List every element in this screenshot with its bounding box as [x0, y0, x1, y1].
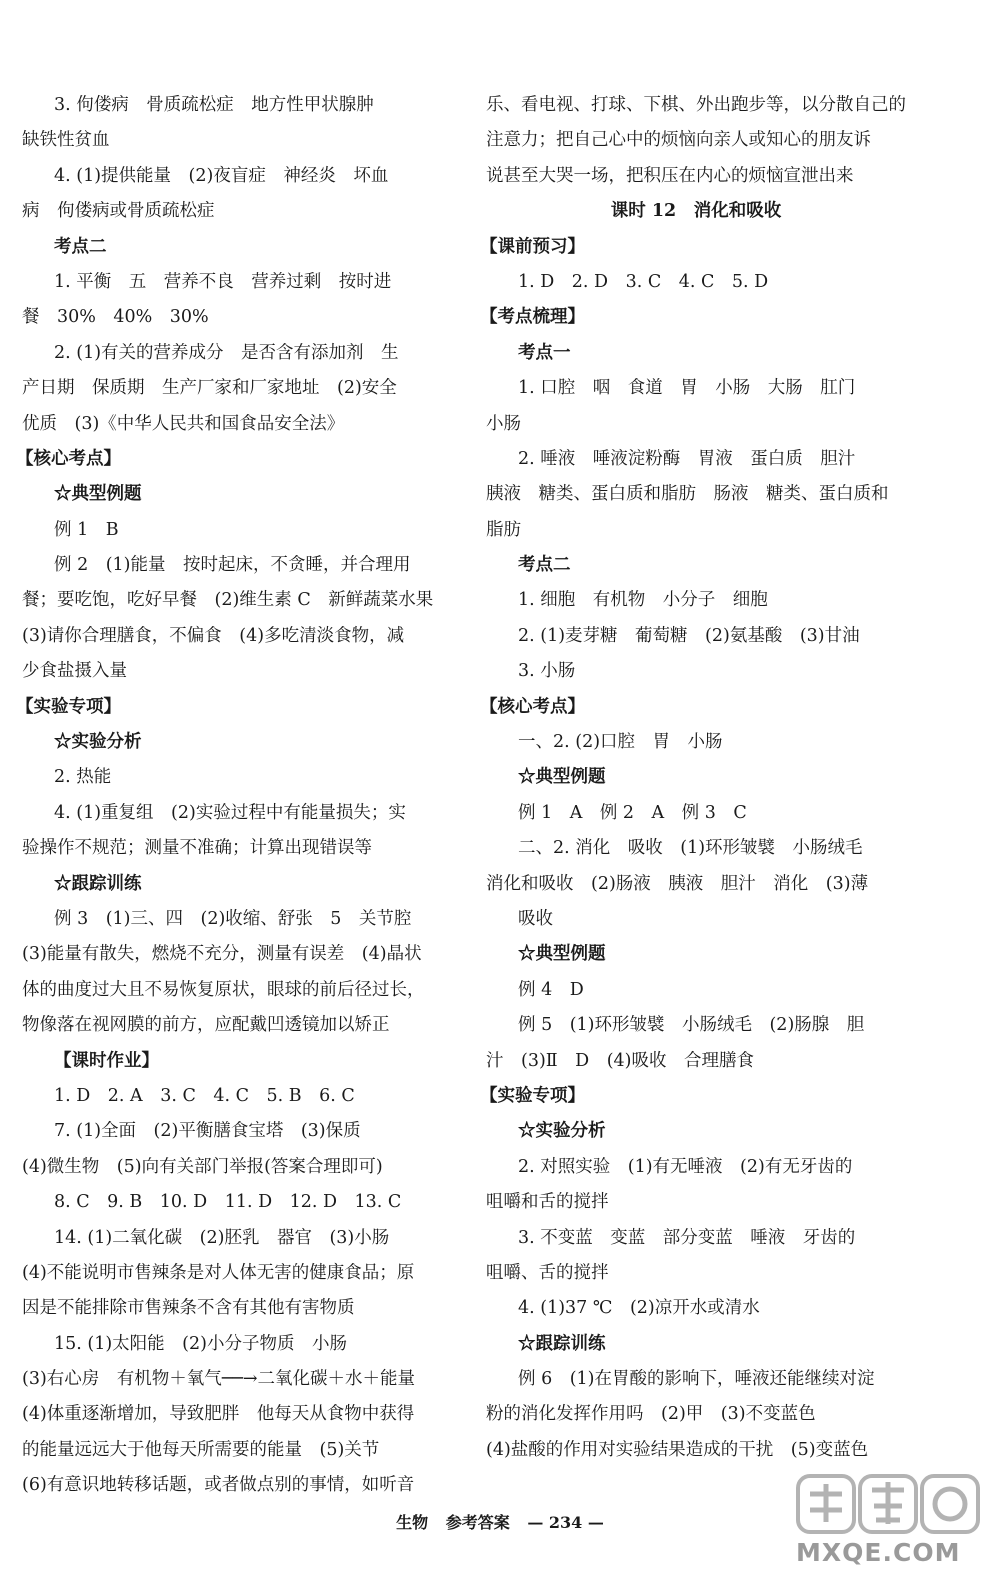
answer-line: 3. 不变蓝 变蓝 部分变蓝 唾液 牙齿的	[518, 1227, 856, 1248]
answer-line: 15. (1)太阳能 (2)小分子物质 小肠	[54, 1333, 347, 1354]
answer-line: 病 佝偻病或骨质疏松症	[22, 201, 215, 222]
section-heading: 【实验专项】	[480, 1085, 585, 1106]
answer-line: (4)微生物 (5)向有关部门举报(答案合理即可)	[22, 1156, 383, 1177]
answer-line: (6)有意识地转移话题，或者做点别的事情，如听音	[22, 1475, 415, 1496]
answer-line: 例 3 (1)三、四 (2)收缩、舒张 5 关节腔	[54, 908, 412, 929]
answer-line: ☆跟踪训练	[54, 873, 142, 894]
left-column	[16, 88, 452, 1504]
answer-line: 汁 (3)Ⅱ D (4)吸收 合理膳食	[486, 1050, 755, 1071]
answer-line: 验操作不规范；测量不准确；计算出现错误等	[22, 838, 372, 859]
answer-line: 产日期 保质期 生产厂家和厂家地址 (2)安全	[22, 378, 397, 399]
answer-line: 因是不能排除市售辣条不含有其他有害物质	[22, 1298, 355, 1319]
answer-line: (4)体重逐渐增加，导致肥胖 他每天从食物中获得	[22, 1404, 415, 1425]
answer-line: 2. 对照实验 (1)有无唾液 (2)有无牙齿的	[518, 1156, 853, 1177]
answer-line: 咀嚼、舌的搅拌	[486, 1262, 609, 1283]
watermark	[790, 1470, 990, 1574]
answer-line: 2. (1)麦芽糖 葡萄糖 (2)氨基酸 (3)甘油	[518, 625, 860, 646]
answer-line: 缺铁性贫血	[22, 130, 110, 151]
answer-line: 【课时作业】	[54, 1050, 159, 1071]
answer-line: 例 1 A 例 2 A 例 3 C	[518, 802, 747, 823]
answer-line: 例 6 (1)在胃酸的影响下，唾液还能继续对淀	[518, 1369, 875, 1390]
answer-line: 8. C 9. B 10. D 11. D 12. D 13. C	[54, 1192, 402, 1213]
answer-line: 例 5 (1)环形皱襞 小肠绒毛 (2)肠腺 胆	[518, 1015, 865, 1036]
answer-line: 例 4 D	[518, 979, 584, 1000]
section-heading: 【课前预习】	[480, 236, 585, 257]
page-number: — 234 —	[527, 1513, 604, 1532]
answer-line: 考点一	[518, 342, 571, 363]
right-column	[480, 88, 906, 1468]
answer-line: 一、2. (2)口腔 胃 小肠	[518, 732, 723, 753]
answer-line: 物像落在视网膜的前方，应配戴凹透镜加以矫正	[22, 1015, 390, 1036]
answer-line: 小肠	[486, 413, 521, 434]
answer-line: ☆跟踪训练	[518, 1333, 606, 1354]
answer-line: 1. D 2. A 3. C 4. C 5. B 6. C	[54, 1085, 355, 1106]
answer-line: ☆典型例题	[54, 484, 142, 505]
answer-line: 体的曲度过大且不易恢复原状，眼球的前后径过长，	[22, 979, 425, 1000]
answer-line: 例 2 (1)能量 按时起床，不贪睡，并合理用	[54, 555, 411, 576]
answer-line: 2. 唾液 唾液淀粉酶 胃液 蛋白质 胆汁	[518, 448, 856, 469]
answer-line: 餐；要吃饱，吃好早餐 (2)维生素 C 新鲜蔬菜水果	[22, 590, 434, 611]
answer-line: 2. (1)有关的营养成分 是否含有添加剂 生	[54, 342, 399, 363]
answer-line: 说甚至大哭一场，把积压在内心的烦恼宣泄出来	[486, 165, 854, 186]
answer-line: 吸收	[518, 908, 553, 929]
answer-line: 消化和吸收 (2)肠液 胰液 胆汁 消化 (3)薄	[486, 873, 869, 894]
answer-line: 二、2. 消化 吸收 (1)环形皱襞 小肠绒毛	[518, 838, 863, 859]
section-heading: 【核心考点】	[16, 448, 121, 469]
watermark-text: MXQE.COM	[796, 1538, 961, 1567]
answer-line: 4. (1)提供能量 (2)夜盲症 神经炎 坏血	[54, 165, 389, 186]
answer-line: 3. 佝偻病 骨质疏松症 地方性甲状腺肿	[54, 95, 374, 115]
answer-line: ☆典型例题	[518, 944, 606, 965]
answer-line: 3. 小肠	[518, 661, 576, 682]
answer-line: 粉的消化发挥作用吗 (2)甲 (3)不变蓝色	[486, 1404, 816, 1425]
answer-line: 1. 细胞 有机物 小分子 细胞	[518, 590, 768, 611]
answer-line: (4)盐酸的作用对实验结果造成的干扰 (5)变蓝色	[486, 1439, 869, 1460]
answer-line: 少食盐摄入量	[22, 661, 127, 682]
answer-line: ☆实验分析	[54, 732, 142, 753]
answer-line: (4)不能说明市售辣条是对人体无害的健康食品；原	[22, 1262, 415, 1283]
answer-line: 胰液 糖类、蛋白质和脂肪 肠液 糖类、蛋白质和	[486, 484, 889, 505]
answer-line: 脂肪	[486, 519, 521, 540]
answer-line: 咀嚼和舌的搅拌	[486, 1192, 609, 1213]
answer-line: 1. 口腔 咽 食道 胃 小肠 大肠 肛门	[518, 378, 856, 399]
answer-line: (3)能量有散失，燃烧不充分，测量有误差 (4)晶状	[22, 944, 422, 965]
answer-line: 例 1 B	[54, 519, 119, 540]
answer-line: 4. (1)重复组 (2)实验过程中有能量损失；实	[54, 802, 406, 823]
answer-line: 2. 热能	[54, 767, 112, 788]
answer-line: ☆实验分析	[518, 1121, 606, 1142]
answer-line: 优质 (3)《中华人民共和国食品安全法》	[22, 413, 345, 434]
answer-line: 14. (1)二氧化碳 (2)胚乳 器官 (3)小肠	[54, 1227, 390, 1248]
answer-line: (3)请你合理膳食，不偏食 (4)多吃清淡食物，减	[22, 625, 405, 646]
footer-label: 参考答案	[445, 1513, 510, 1532]
answer-line: 7. (1)全面 (2)平衡膳食宝塔 (3)保质	[54, 1121, 361, 1142]
section-heading: 【核心考点】	[480, 696, 585, 717]
footer-subject: 生物	[396, 1513, 429, 1532]
answer-line: ☆典型例题	[518, 767, 606, 788]
answer-logo-icon	[790, 1470, 990, 1540]
answer-line: 考点二	[518, 555, 571, 576]
answer-line: 餐 30% 40% 30%	[22, 307, 209, 328]
answer-line: 考点二	[54, 236, 107, 257]
answer-line: (3)右心房 有机物＋氧气──→二氧化碳＋水＋能量	[22, 1369, 416, 1390]
answer-line: 1. 平衡 五 营养不良 营养过剩 按时进	[54, 271, 392, 292]
lesson-title: 课时 12 消化和吸收	[610, 201, 782, 222]
answer-line: 4. (1)37 ℃ (2)凉开水或清水	[518, 1298, 760, 1319]
section-heading: 【考点梳理】	[480, 307, 585, 328]
answer-line: 注意力；把自己心中的烦恼向亲人或知心的朋友诉	[486, 130, 871, 151]
answer-line: 1. D 2. D 3. C 4. C 5. D	[518, 271, 769, 292]
answer-line: 乐、看电视、打球、下棋、外出跑步等，以分散自己的	[486, 95, 906, 115]
section-heading: 【实验专项】	[16, 696, 121, 717]
answer-line: 的能量远远大于他每天所需要的能量 (5)关节	[22, 1439, 380, 1460]
